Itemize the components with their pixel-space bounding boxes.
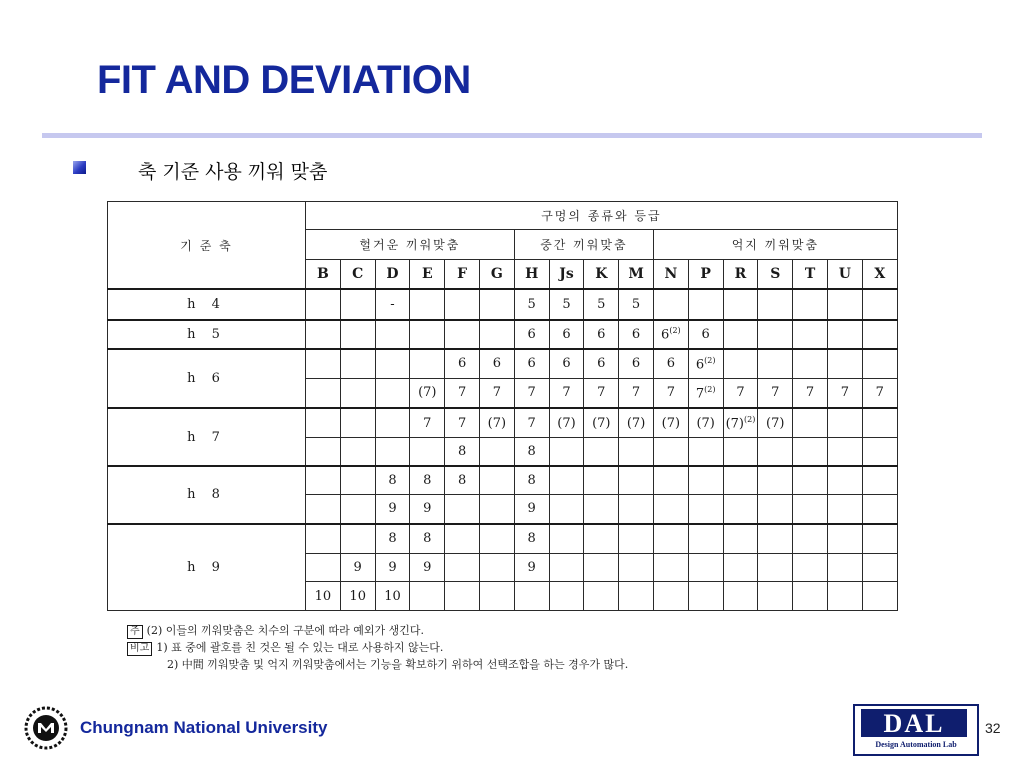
grade-cell: [827, 408, 862, 438]
grade-cell: [723, 466, 758, 495]
grade-cell: 5: [514, 289, 549, 320]
grade-cell: [619, 553, 654, 582]
grade-cell: [793, 466, 828, 495]
grade-cell: [723, 349, 758, 379]
grade-cell: [619, 582, 654, 611]
shaft-label-h6: h 6: [108, 349, 306, 408]
grade-cell: [827, 495, 862, 524]
grade-cell: [653, 289, 688, 320]
note-text-1: (2) 이들의 끼워맞춤은 치수의 구분에 따라 예외가 생긴다.: [146, 624, 424, 637]
grade-cell: 6$^{(2)}$: [688, 349, 723, 379]
grade-cell: [723, 438, 758, 467]
grade-cell: [688, 524, 723, 554]
grade-cell: [410, 582, 445, 611]
shaft-label-h5: h 5: [108, 320, 306, 349]
grade-cell: -: [375, 289, 410, 320]
grade-cell: 9: [375, 495, 410, 524]
grade-cell: [584, 524, 619, 554]
grade-cell: 7: [723, 378, 758, 408]
grade-cell: 8: [375, 466, 410, 495]
grade-cell: [793, 553, 828, 582]
university-name: Chungnam National University: [80, 718, 328, 737]
grade-cell: 7: [410, 408, 445, 438]
fit-table: [107, 201, 898, 611]
grade-cell: 7: [862, 378, 897, 408]
shaft-label-h9: h 9: [108, 524, 306, 611]
grade-cell: (7): [653, 408, 688, 438]
shaft-label-h8: h 8: [108, 466, 306, 523]
grade-cell: 9: [410, 495, 445, 524]
grade-cell: [688, 289, 723, 320]
grade-cell: [375, 349, 410, 379]
grade-cell: 6: [445, 349, 480, 379]
grade-cell: [445, 289, 480, 320]
hole-class-e: E: [410, 260, 445, 290]
grade-cell: [479, 524, 514, 554]
grade-cell: 10: [340, 582, 375, 611]
grade-cell: 8: [514, 466, 549, 495]
grade-cell: 6: [619, 320, 654, 349]
hole-class-s: S: [758, 260, 793, 290]
grade-cell: (7): [479, 408, 514, 438]
grade-cell: [619, 524, 654, 554]
grade-cell: [619, 438, 654, 467]
grade-cell: [827, 582, 862, 611]
grade-cell: [758, 524, 793, 554]
grade-cell: 6: [514, 349, 549, 379]
bullet-icon: [73, 161, 86, 174]
grade-cell: 7: [653, 378, 688, 408]
grade-cell: [827, 438, 862, 467]
grade-cell: [306, 349, 341, 379]
hole-class-p: P: [688, 260, 723, 290]
grade-cell: (7): [549, 408, 584, 438]
hole-class-m: M: [619, 260, 654, 290]
grade-cell: [306, 320, 341, 349]
grade-cell: [653, 495, 688, 524]
grade-cell: [827, 320, 862, 349]
grade-cell: [793, 582, 828, 611]
grade-cell: [723, 320, 758, 349]
grade-cell: 6: [584, 349, 619, 379]
grade-cell: [723, 524, 758, 554]
grade-cell: [479, 582, 514, 611]
grade-cell: [375, 438, 410, 467]
grade-cell: 9: [375, 553, 410, 582]
grade-cell: [445, 553, 480, 582]
note-line-3: [127, 656, 917, 673]
grade-cell: 9: [514, 553, 549, 582]
grade-cell: 6: [514, 320, 549, 349]
grade-cell: 10: [306, 582, 341, 611]
grade-cell: [479, 320, 514, 349]
note-line-1: [127, 622, 917, 639]
grade-cell: [340, 408, 375, 438]
grade-cell: 6: [549, 349, 584, 379]
grade-cell: [549, 495, 584, 524]
hole-class-r: R: [723, 260, 758, 290]
dal-logo-text: DAL: [861, 709, 967, 737]
grade-cell: [793, 438, 828, 467]
grade-cell: [688, 582, 723, 611]
grade-cell: [862, 466, 897, 495]
grade-cell: (7): [410, 378, 445, 408]
grade-cell: 8: [410, 524, 445, 554]
grade-cell: [479, 438, 514, 467]
grade-cell: [340, 320, 375, 349]
dal-lab-name: Design Automation Lab: [875, 740, 957, 749]
grade-cell: [479, 495, 514, 524]
grade-cell: [862, 289, 897, 320]
grade-cell: (7): [758, 408, 793, 438]
grade-cell: [340, 289, 375, 320]
grade-cell: [410, 320, 445, 349]
grade-cell: [793, 524, 828, 554]
hole-class-c: C: [340, 260, 375, 290]
grade-cell: [479, 553, 514, 582]
grade-cell: 7: [445, 408, 480, 438]
university-emblem-icon: [24, 706, 68, 750]
grade-cell: 10: [375, 582, 410, 611]
grade-cell: 5: [584, 289, 619, 320]
grade-cell: [862, 320, 897, 349]
grade-cell: [653, 438, 688, 467]
grade-cell: 8: [514, 438, 549, 467]
grade-cell: [758, 582, 793, 611]
grade-cell: 5: [619, 289, 654, 320]
page-number: 32: [985, 720, 1001, 736]
grade-cell: [653, 466, 688, 495]
grade-cell: [306, 466, 341, 495]
grade-cell: [479, 289, 514, 320]
grade-cell: [410, 289, 445, 320]
grade-cell: [445, 495, 480, 524]
note-text-3: 2) 中間 끼워맞춤 및 억지 끼워맞춤에서는 기능을 확보하기 위하여 선택조합을 하는 경우가 많다.: [167, 658, 629, 671]
hole-kind-header: 구멍의 종류와 등급: [306, 202, 898, 230]
slide-title: FIT AND DEVIATION: [97, 58, 471, 102]
grade-cell: [514, 582, 549, 611]
grade-cell: (7): [619, 408, 654, 438]
grade-cell: [306, 524, 341, 554]
hole-class-k: K: [584, 260, 619, 290]
grade-cell: (7): [688, 408, 723, 438]
slide-subtitle: 축 기준 사용 끼워 맞춤: [138, 161, 328, 183]
grade-cell: [410, 438, 445, 467]
grade-cell: 7: [479, 378, 514, 408]
grade-cell: [827, 553, 862, 582]
grade-cell: [793, 289, 828, 320]
grade-cell: [306, 553, 341, 582]
grade-cell: [306, 289, 341, 320]
fit-table-image: [107, 201, 897, 611]
grade-cell: [793, 495, 828, 524]
grade-cell: [862, 582, 897, 611]
grade-cell: 8: [445, 466, 480, 495]
grade-cell: [862, 553, 897, 582]
grade-cell: 6: [619, 349, 654, 379]
grade-cell: [549, 466, 584, 495]
grade-cell: [549, 524, 584, 554]
grade-cell: [827, 524, 862, 554]
clearance-fit-header: 헐거운 끼워맞춤: [306, 229, 515, 260]
grade-cell: [479, 466, 514, 495]
hole-class-u: U: [827, 260, 862, 290]
grade-cell: [549, 582, 584, 611]
grade-cell: [758, 349, 793, 379]
grade-cell: 6: [549, 320, 584, 349]
grade-cell: 6: [688, 320, 723, 349]
hole-class-f: F: [445, 260, 480, 290]
grade-cell: [688, 553, 723, 582]
hole-class-t: T: [793, 260, 828, 290]
hole-class-js: Js: [549, 260, 584, 290]
grade-cell: [340, 438, 375, 467]
grade-cell: 9: [410, 553, 445, 582]
grade-cell: 7: [584, 378, 619, 408]
grade-cell: 7: [758, 378, 793, 408]
grade-cell: [306, 495, 341, 524]
grade-cell: [619, 466, 654, 495]
remark-label: 비고: [127, 642, 152, 656]
grade-cell: [793, 349, 828, 379]
grade-cell: 7: [514, 378, 549, 408]
hole-class-h: H: [514, 260, 549, 290]
grade-cell: [862, 438, 897, 467]
grade-cell: 8: [445, 438, 480, 467]
grade-cell: [306, 438, 341, 467]
grade-cell: [862, 349, 897, 379]
grade-cell: [549, 553, 584, 582]
grade-cell: [862, 408, 897, 438]
grade-cell: 7: [514, 408, 549, 438]
grade-cell: [688, 438, 723, 467]
hole-class-g: G: [479, 260, 514, 290]
grade-cell: 7: [793, 378, 828, 408]
grade-cell: [723, 582, 758, 611]
grade-cell: [340, 495, 375, 524]
grade-cell: 6: [584, 320, 619, 349]
grade-cell: [584, 495, 619, 524]
grade-cell: 8: [410, 466, 445, 495]
note-text-2: 1) 표 중에 괄호를 친 것은 될 수 있는 대로 사용하지 않는다.: [156, 641, 444, 654]
shaft-label-h4: h 4: [108, 289, 306, 320]
grade-cell: [653, 582, 688, 611]
grade-cell: [619, 495, 654, 524]
grade-cell: [793, 408, 828, 438]
grade-cell: [340, 378, 375, 408]
dal-logo: [853, 704, 979, 756]
grade-cell: [445, 320, 480, 349]
grade-cell: [584, 466, 619, 495]
hole-class-d: D: [375, 260, 410, 290]
grade-cell: [653, 524, 688, 554]
grade-cell: [340, 349, 375, 379]
title-divider: [42, 133, 982, 138]
hole-class-n: N: [653, 260, 688, 290]
note-line-2: [127, 639, 917, 656]
grade-cell: [793, 320, 828, 349]
grade-cell: [758, 495, 793, 524]
grade-cell: [862, 524, 897, 554]
grade-cell: [410, 349, 445, 379]
grade-cell: [584, 582, 619, 611]
grade-cell: 7: [827, 378, 862, 408]
grade-cell: [758, 466, 793, 495]
grade-cell: [340, 524, 375, 554]
grade-cell: 7: [445, 378, 480, 408]
grade-cell: [758, 289, 793, 320]
hole-class-x: X: [862, 260, 897, 290]
grade-cell: [445, 582, 480, 611]
grade-cell: 8: [375, 524, 410, 554]
shaft-label-h7: h 7: [108, 408, 306, 466]
grade-cell: [375, 320, 410, 349]
grade-cell: 5: [549, 289, 584, 320]
grade-cell: [758, 438, 793, 467]
grade-cell: 9: [340, 553, 375, 582]
grade-cell: [306, 408, 341, 438]
grade-cell: [827, 289, 862, 320]
grade-cell: [549, 438, 584, 467]
grade-cell: [375, 408, 410, 438]
grade-cell: [584, 438, 619, 467]
table-notes: [127, 622, 917, 673]
hole-class-b: B: [306, 260, 341, 290]
grade-cell: $(7)^{(2)}$: [723, 408, 758, 438]
interference-fit-header: 억지 끼워맞춤: [653, 229, 897, 260]
grade-cell: 6: [653, 349, 688, 379]
grade-cell: 7$^{(2)}$: [688, 378, 723, 408]
grade-cell: [445, 524, 480, 554]
grade-cell: [827, 349, 862, 379]
grade-cell: 9: [514, 495, 549, 524]
grade-cell: [688, 495, 723, 524]
grade-cell: [723, 289, 758, 320]
grade-cell: [375, 378, 410, 408]
grade-cell: 7: [619, 378, 654, 408]
grade-cell: [862, 495, 897, 524]
grade-cell: [340, 466, 375, 495]
grade-cell: 6$^{(2)}$: [653, 320, 688, 349]
grade-cell: [723, 495, 758, 524]
grade-cell: [306, 378, 341, 408]
grade-cell: [723, 553, 758, 582]
grade-cell: [584, 553, 619, 582]
grade-cell: [758, 320, 793, 349]
shaft-header: 기 준 축: [108, 202, 306, 290]
grade-cell: 8: [514, 524, 549, 554]
note-label: 주: [127, 625, 143, 639]
grade-cell: [758, 553, 793, 582]
transition-fit-header: 중간 끼워맞춤: [514, 229, 653, 260]
grade-cell: [653, 553, 688, 582]
grade-cell: 7: [549, 378, 584, 408]
grade-cell: [827, 466, 862, 495]
grade-cell: [688, 466, 723, 495]
grade-cell: 6: [479, 349, 514, 379]
grade-cell: (7): [584, 408, 619, 438]
